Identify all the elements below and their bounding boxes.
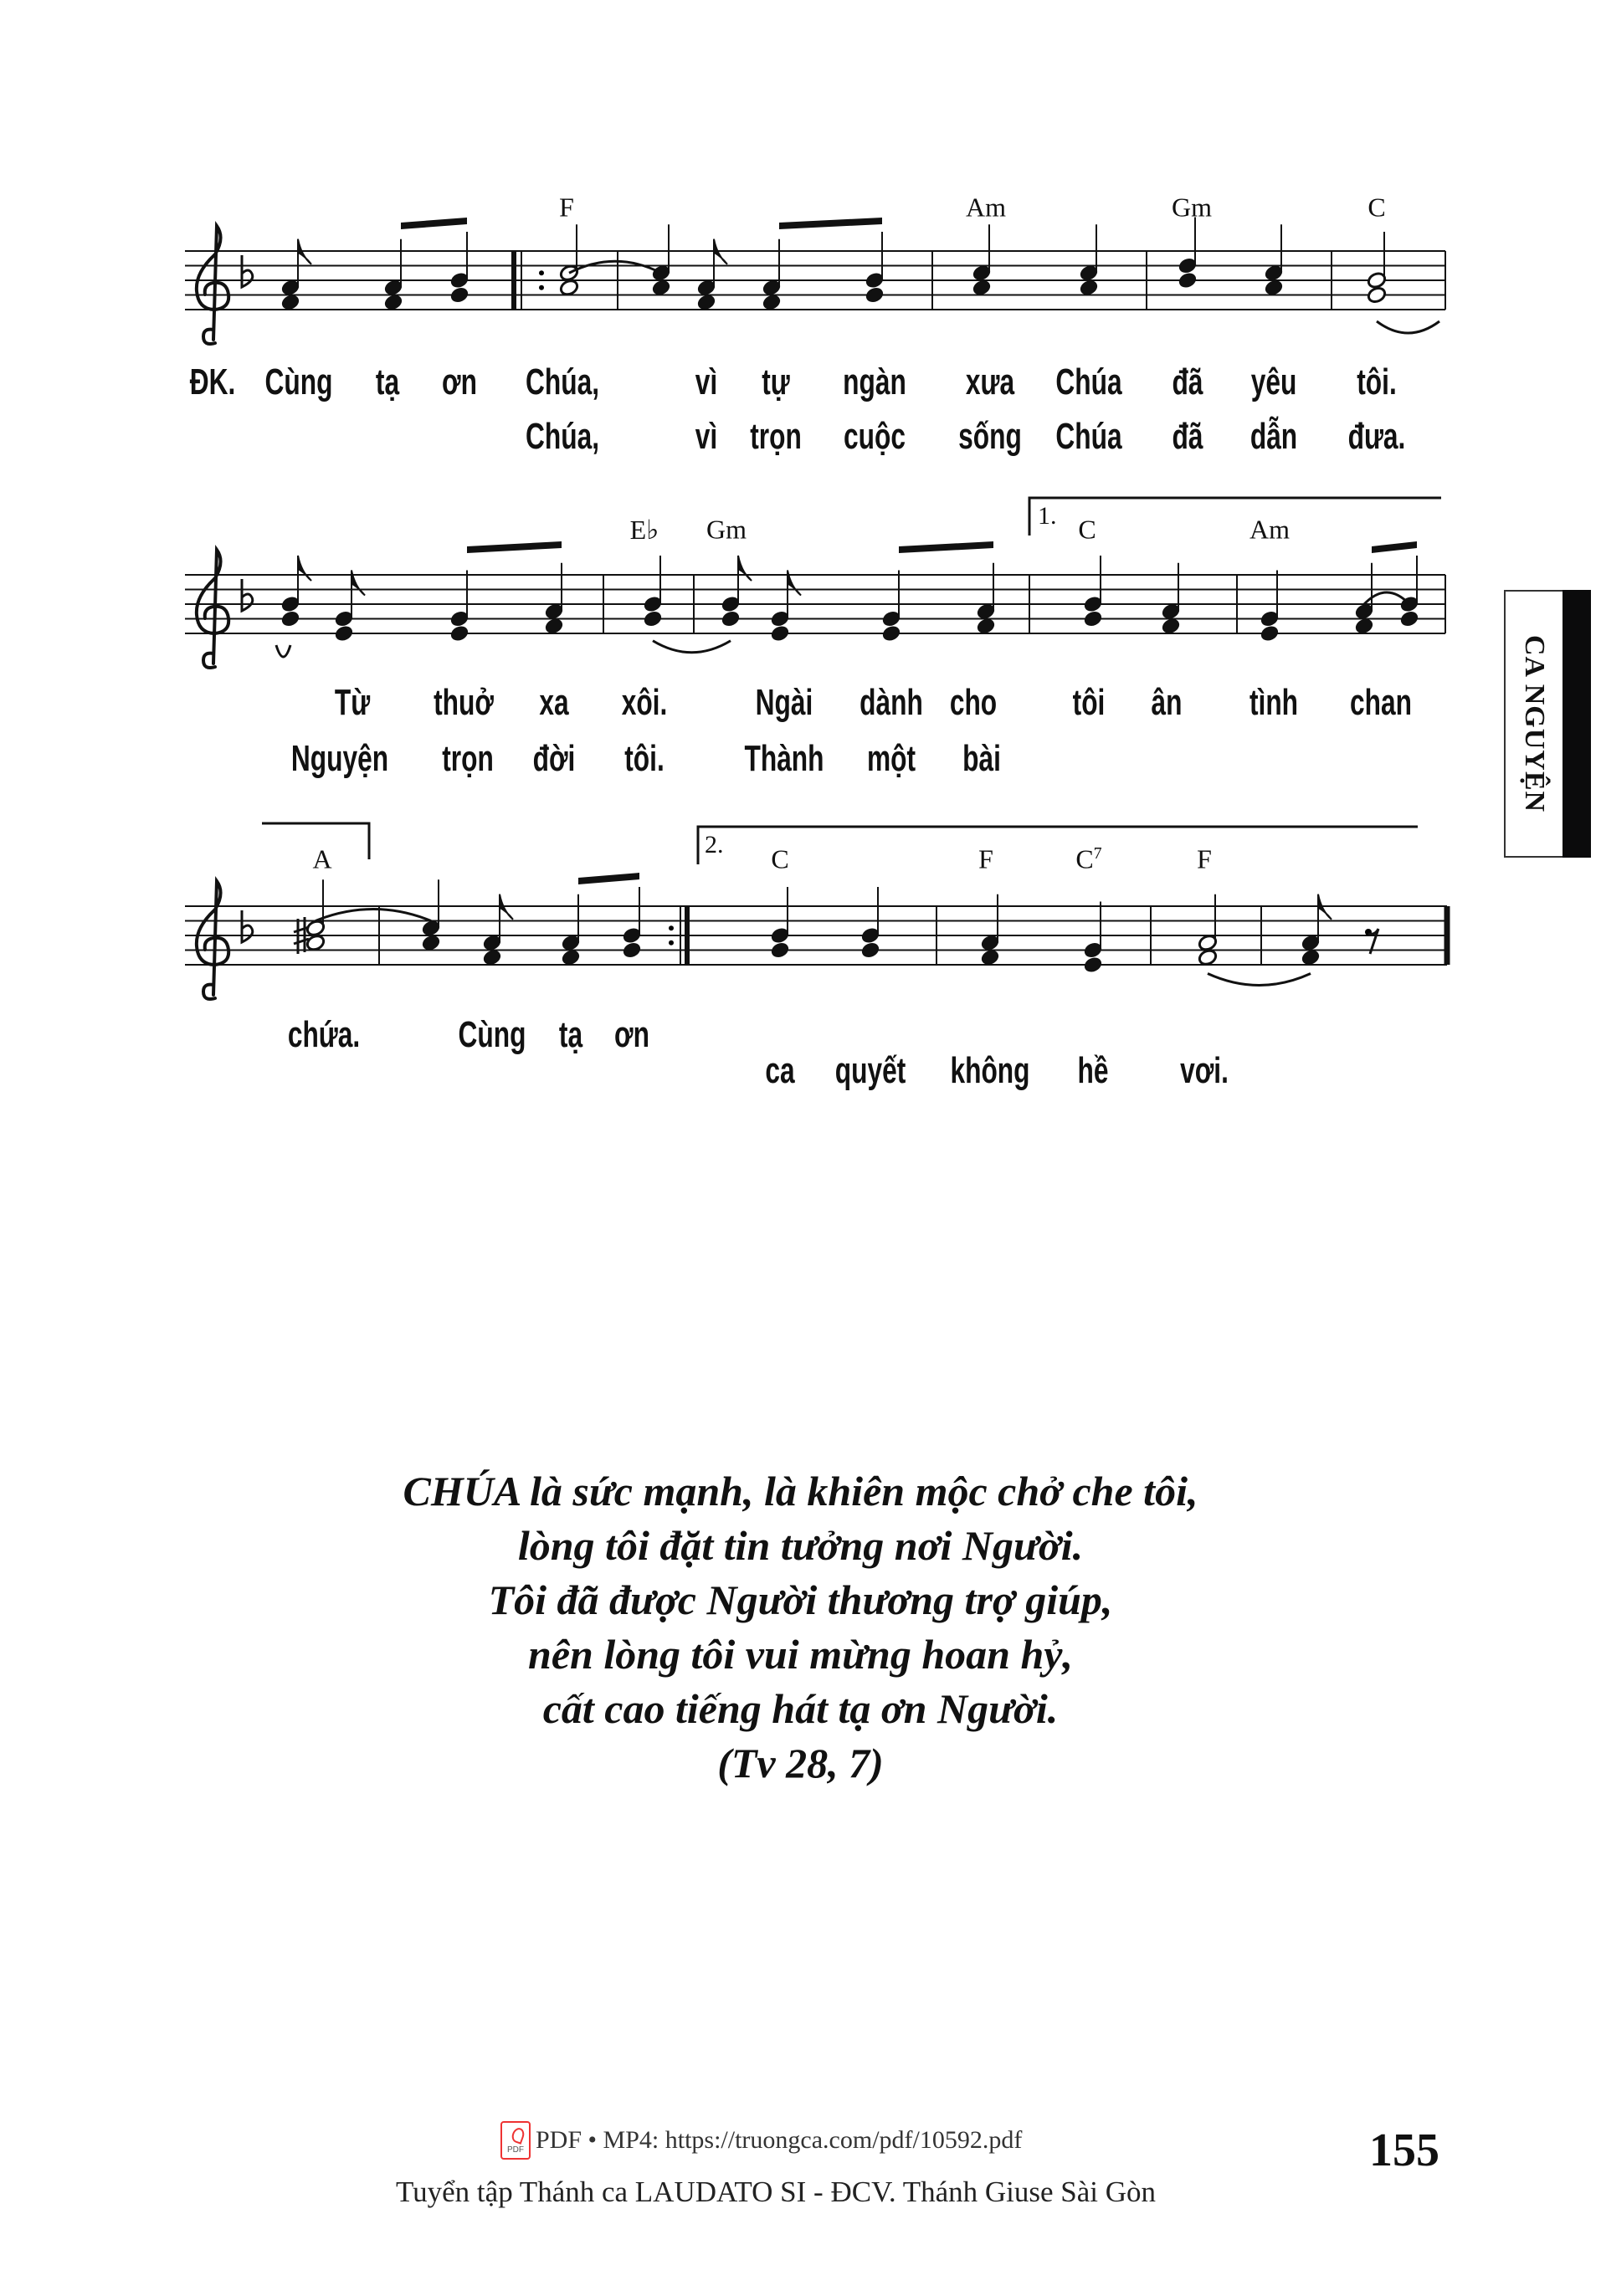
lyric-syllable: xa (539, 682, 569, 723)
chord-symbol (1249, 515, 1290, 546)
note-head (770, 940, 790, 959)
note-head (1367, 285, 1387, 304)
lyric-syllable: xôi. (621, 682, 668, 723)
psalm-quote (0, 1464, 1601, 1791)
pdf-file-icon (500, 2121, 531, 2160)
key-flat-icon (242, 579, 253, 611)
note-head (383, 293, 403, 311)
side-tab-label-box (1504, 590, 1563, 858)
psalm-line: Tôi đã được Người thương trợ giúp, (488, 1576, 1113, 1623)
note-head (544, 617, 564, 635)
chord-symbol (978, 844, 993, 875)
lyric-syllable: đã (1172, 361, 1203, 402)
chord-name: F (1197, 843, 1212, 874)
note-head (1399, 609, 1419, 628)
psalm-line: cất cao tiếng hát tạ ơn Người. (542, 1685, 1059, 1732)
note-head (421, 934, 441, 952)
note-head (643, 609, 663, 628)
lyric-syllable: Chúa (1055, 416, 1122, 457)
tie-slur (653, 641, 731, 653)
lyric-syllable: vơi. (1180, 1050, 1229, 1091)
lyric-syllable: sống (958, 416, 1022, 457)
lyric-syllable: Nguyện (290, 738, 389, 779)
lyric-syllable: Thành (744, 738, 824, 779)
lyric-syllable: vì (695, 416, 718, 457)
note-head (865, 285, 885, 304)
lyric-syllable: yêu (1250, 361, 1297, 402)
chord-symbol (312, 844, 331, 875)
note-head (651, 279, 671, 297)
music-score (0, 0, 1601, 1104)
note-head (1354, 617, 1374, 635)
treble-clef-icon (197, 550, 228, 668)
note-head (561, 948, 581, 966)
chord-symbol (771, 844, 788, 875)
chord-symbol (559, 192, 574, 223)
lyric-syllable: Từ (334, 682, 371, 723)
chord-name: C (1075, 843, 1094, 874)
chord-symbol (1075, 844, 1101, 875)
note-head (1079, 279, 1099, 297)
footer-book-title: Tuyển tập Thánh ca LAUDATO SI - ĐCV. Thánh Giuse Sài Gòn (396, 2176, 1157, 2208)
chord-symbol (1078, 515, 1096, 546)
chord-symbol (706, 515, 747, 546)
chord-name: Am (966, 192, 1006, 223)
note-head (1301, 948, 1321, 966)
lyric-syllable: Chúa (1055, 361, 1122, 402)
treble-clef-icon (197, 226, 228, 344)
repeat-dot (669, 940, 674, 946)
note-head (972, 279, 992, 297)
note-beam (578, 873, 639, 884)
lyric-syllable: đưa. (1347, 416, 1406, 457)
lyric-syllable: ân (1151, 682, 1183, 723)
note-beam (779, 218, 882, 229)
note-head (280, 293, 300, 311)
lyric-syllable: ơn (614, 1014, 649, 1055)
lyric-syllable: đã (1172, 416, 1203, 457)
lyric-syllable: tự (762, 361, 790, 402)
lyric-syllable: Ngài (755, 682, 813, 723)
note-head (449, 624, 470, 643)
repeat-dot (539, 285, 544, 290)
chord-name: F (978, 843, 993, 874)
note-head (305, 934, 326, 952)
note-head (721, 609, 741, 628)
side-tab-black-bar (1563, 590, 1591, 858)
note-head (559, 279, 579, 297)
note-beam (467, 541, 562, 553)
note-head (976, 617, 996, 635)
lyric-syllable: tôi. (624, 738, 665, 779)
lyric-syllable: dành (860, 682, 923, 723)
note-head (1083, 956, 1103, 974)
lyric-syllable: tôi. (1357, 361, 1397, 402)
lyric-syllable: trọn (442, 738, 494, 779)
lyric-syllable: chan (1350, 682, 1412, 723)
volta-number: 2. (705, 831, 724, 858)
note-beam (899, 541, 993, 553)
lyric-syllable: tạ (375, 361, 400, 402)
lyric-syllable: Chúa, (525, 416, 600, 457)
note-head (696, 293, 716, 311)
note-head (860, 940, 880, 959)
lyric-syllable: dẫn (1249, 416, 1298, 457)
chord-name: C (1078, 514, 1096, 545)
psalm-line: nên lòng tôi vui mừng hoan hỷ, (528, 1631, 1073, 1678)
page-number: 155 (1369, 2124, 1439, 2176)
note-beam (401, 218, 467, 229)
tie-slur (1208, 974, 1311, 986)
note-head (1178, 271, 1198, 290)
repeat-dot (539, 270, 544, 275)
chord-symbol (1172, 192, 1212, 223)
lyric-syllable: ơn (442, 361, 477, 402)
chord-symbol (966, 192, 1006, 223)
tie-slur (276, 645, 290, 657)
note-head (1264, 279, 1284, 297)
lyric-syllable: Chúa, (525, 361, 600, 402)
tie-slur (1377, 321, 1439, 333)
chord-name: F (559, 192, 574, 223)
note-head (449, 285, 470, 304)
note-flag (738, 556, 752, 581)
lyric-syllable: ngàn (843, 361, 906, 402)
lyric-syllable: cuộc (844, 416, 906, 457)
note-head (334, 624, 354, 643)
psalm-line: lòng tôi đặt tin tưởng nơi Người. (517, 1522, 1084, 1569)
lyric-syllable: tôi (1072, 682, 1106, 723)
lyric-syllable: ĐK. (189, 361, 236, 402)
tie-slur (316, 910, 431, 921)
lyric-syllable: Cùng (264, 361, 333, 402)
lyric-syllable: xưa (965, 361, 1015, 402)
lyric-syllable: trọn (750, 416, 802, 457)
key-flat-icon (242, 910, 253, 942)
chord-name: A (312, 843, 332, 874)
note-head (1198, 948, 1218, 966)
side-tab-label: CA NGUYỆN (1519, 634, 1550, 813)
note-flag (298, 556, 311, 581)
note-head (1083, 609, 1103, 628)
chord-name: E♭ (629, 515, 659, 545)
lyric-syllable: tạ (558, 1014, 583, 1055)
chord-name: C (771, 843, 789, 874)
note-head (622, 940, 642, 959)
lyric-syllable: chứa. (287, 1014, 361, 1055)
lyric-syllable: tình (1249, 682, 1299, 723)
note-head (881, 624, 901, 643)
volta-bracket (698, 827, 1418, 864)
pdf-link-text[interactable]: PDF • MP4: https://truongca.com/pdf/10592.pdf (536, 2126, 1023, 2154)
lyric-syllable: quyết (834, 1050, 906, 1091)
note-head (280, 609, 300, 628)
lyric-syllable: thuở (434, 682, 494, 723)
note-head (1260, 624, 1280, 643)
lyric-syllable: Cùng (458, 1014, 526, 1055)
pdf-link[interactable] (500, 2121, 1022, 2160)
note-head (770, 624, 790, 643)
repeat-dot (669, 925, 674, 930)
lyric-syllable: không (950, 1050, 1030, 1091)
chord-extension: 7 (1093, 843, 1102, 863)
key-flat-icon (242, 255, 253, 287)
section-side-tab (1504, 590, 1591, 858)
note-head (762, 293, 782, 311)
chord-name: Gm (1172, 192, 1212, 223)
note-head (1161, 617, 1181, 635)
lyric-syllable: ca (765, 1050, 795, 1091)
pdf-icon-label: PDF (507, 2145, 524, 2155)
chord-symbol (1368, 192, 1385, 223)
tie-slur (569, 261, 661, 273)
volta-number: 1. (1038, 502, 1057, 530)
lyric-syllable: vì (695, 361, 718, 402)
note-head (980, 948, 1000, 966)
lyric-syllable: bài (962, 738, 1001, 779)
lyric-syllable: một (866, 738, 916, 779)
chord-symbol (1197, 844, 1212, 875)
note-beam (1372, 541, 1417, 553)
chord-symbol (630, 514, 659, 546)
chord-name: Gm (706, 514, 747, 545)
treble-clef-icon (197, 881, 228, 999)
psalm-reference: (Tv 28, 7) (717, 1740, 884, 1786)
lyric-syllable: cho (949, 682, 998, 723)
note-head (482, 948, 502, 966)
psalm-line: CHÚA là sức mạnh, là khiên mộc chở che tôi, (403, 1468, 1198, 1514)
chord-name: C (1368, 192, 1386, 223)
chord-name: Am (1249, 514, 1290, 545)
lyric-syllable: hề (1077, 1050, 1109, 1091)
lyric-syllable: đời (532, 738, 576, 779)
